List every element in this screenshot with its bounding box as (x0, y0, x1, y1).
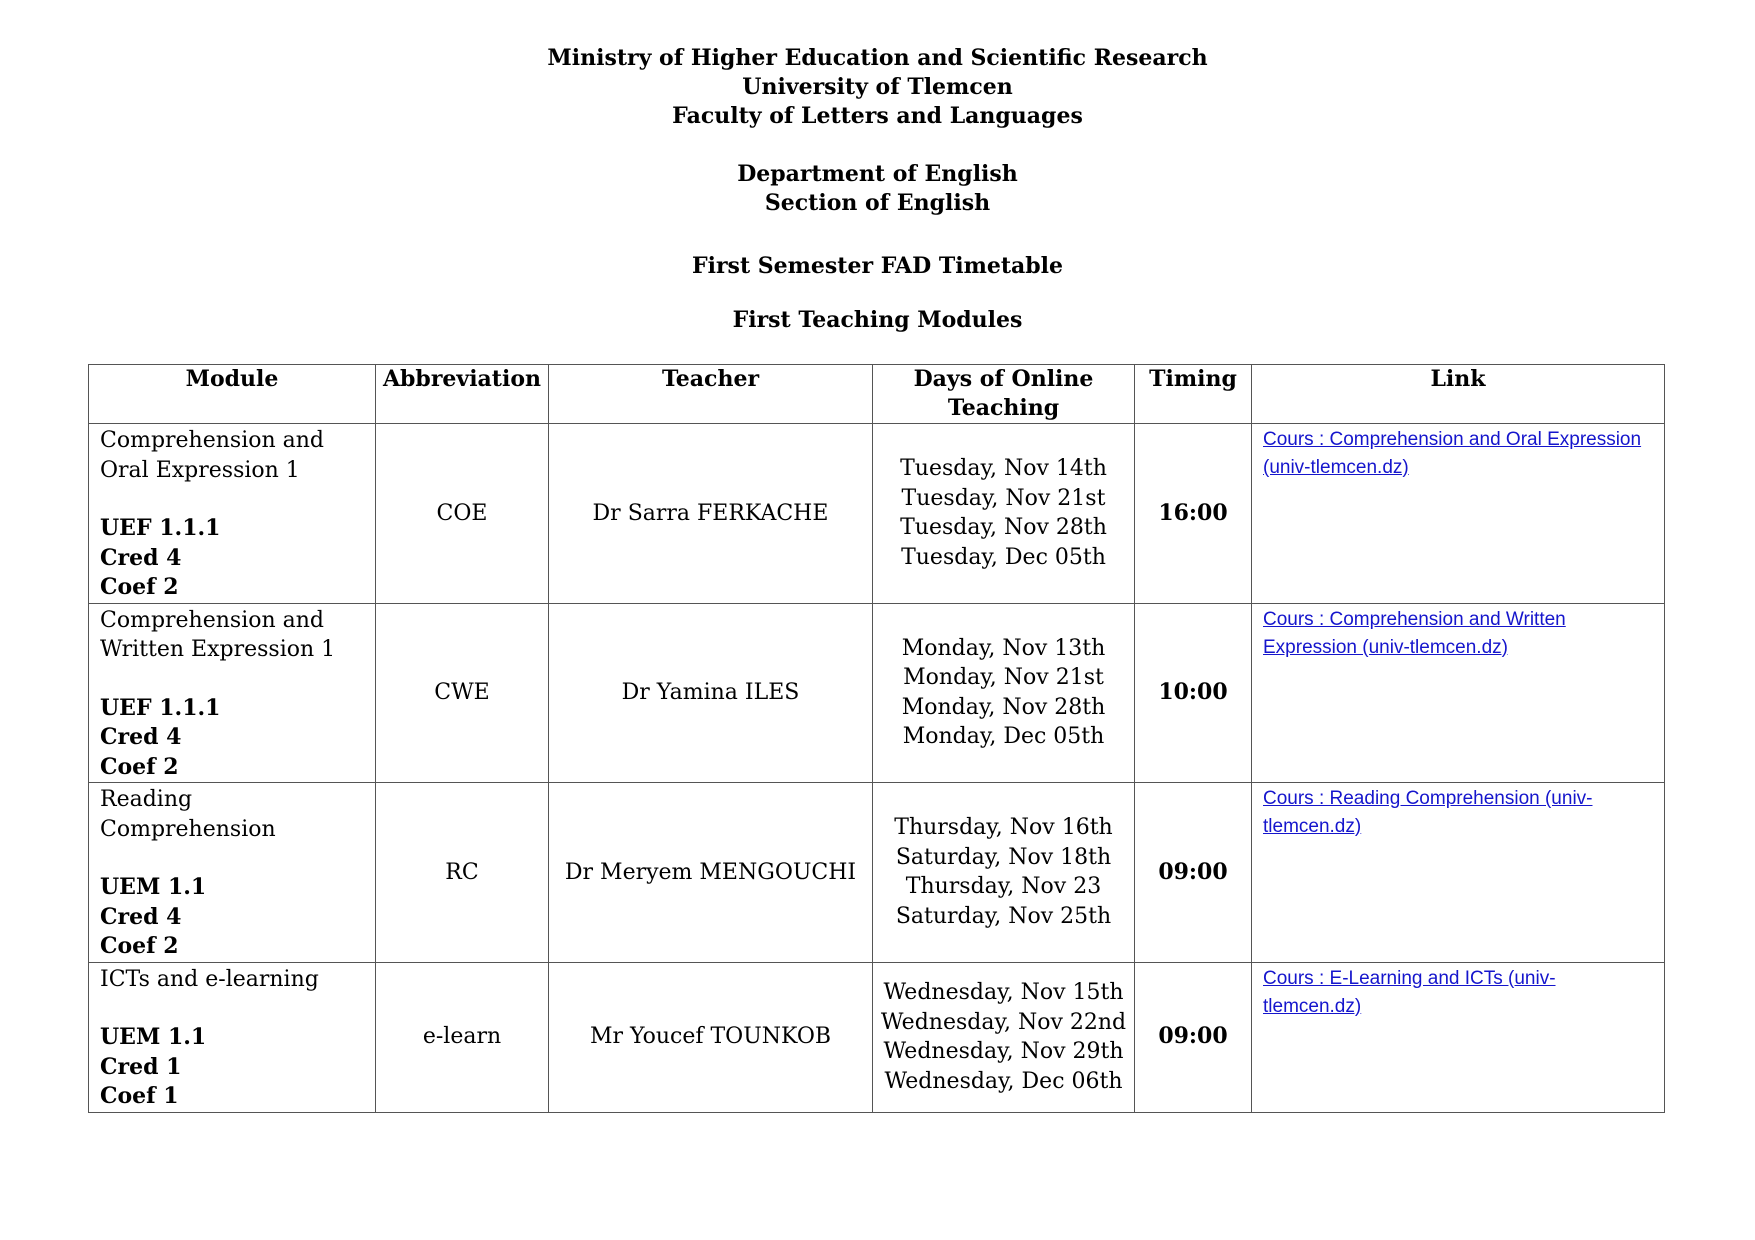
timing-cell: 10:00 (1135, 603, 1252, 783)
timetable (88, 364, 1665, 1113)
document-header (0, 44, 1755, 335)
module-cell (89, 962, 376, 1112)
abbreviation-cell: e-learn (376, 962, 549, 1112)
column-header-timing: Timing (1135, 365, 1252, 424)
timing-cell: 09:00 (1135, 962, 1252, 1112)
column-header-teacher: Teacher (549, 365, 873, 424)
module-cell (89, 424, 376, 604)
module-credits: Cred 4 (100, 724, 182, 750)
section-title: Section of English (764, 190, 991, 216)
teaching-day: Saturday, Nov 25th (895, 903, 1112, 929)
teaching-day: Monday, Nov 28th (901, 694, 1106, 720)
module-coefficient: Coef 2 (100, 753, 179, 780)
module-name: Oral Expression 1 (100, 457, 300, 483)
module-name: Reading Comprehension (100, 787, 276, 842)
teaching-day: Wednesday, Nov 29th (883, 1039, 1124, 1064)
link-cell (1252, 783, 1665, 963)
table-row (89, 962, 1665, 1112)
column-header-abbreviation: Abbreviation (376, 365, 549, 424)
teacher-cell: Dr Meryem MENGOUCHI (549, 783, 873, 963)
module-coefficient: Coef 1 (100, 1083, 179, 1109)
days-cell (873, 783, 1135, 963)
course-link[interactable]: Cours : Comprehension and Oral Expression (univ-tlemcen.dz) (1263, 429, 1642, 478)
days-cell (873, 962, 1135, 1112)
module-cell (89, 603, 376, 783)
teaching-day: Tuesday, Nov 21st (901, 485, 1106, 511)
teaching-day: Wednesday, Nov 22nd (880, 1009, 1127, 1035)
teaching-day: Saturday, Nov 18th (895, 844, 1112, 870)
ministry-title: Ministry of Higher Education and Scientific Research (547, 45, 1208, 71)
days-cell (873, 603, 1135, 783)
column-header-days: Days of Online Teaching (873, 365, 1135, 424)
module-credits: Cred 4 (100, 544, 182, 571)
module-cell (89, 783, 376, 963)
table-header-row (89, 365, 1665, 424)
link-cell (1252, 603, 1665, 783)
teaching-day: Wednesday, Dec 06th (884, 1068, 1123, 1094)
module-unit: UEF 1.1.1 (100, 515, 221, 541)
timing-cell: 09:00 (1135, 783, 1252, 963)
module-name: ICTs and e-learning (100, 966, 319, 992)
abbreviation-cell: COE (376, 424, 549, 604)
course-link[interactable]: Cours : Reading Comprehension (univ-tlemcen.dz) (1263, 788, 1593, 837)
course-link[interactable]: Cours : E-Learning and ICTs (univ-tlemcen.dz) (1263, 967, 1556, 1017)
university-title: University of Tlemcen (742, 74, 1013, 100)
faculty-title: Faculty of Letters and Languages (672, 103, 1083, 129)
teaching-day: Wednesday, Nov 15th (883, 980, 1124, 1005)
modules-title: First Teaching Modules (732, 307, 1023, 333)
table-row (89, 424, 1665, 604)
teaching-day: Monday, Dec 05th (902, 724, 1105, 750)
link-cell (1252, 424, 1665, 604)
module-name: Comprehension and (100, 428, 325, 453)
table-row (89, 603, 1665, 783)
days-cell (873, 424, 1135, 604)
teaching-day: Monday, Nov 13th (901, 635, 1106, 661)
department-title: Department of English (737, 161, 1018, 187)
module-unit: UEF 1.1.1 (100, 694, 221, 721)
column-header-module: Module (89, 365, 376, 424)
teaching-day: Thursday, Nov 16th (894, 815, 1113, 841)
teaching-day: Tuesday, Nov 28th (900, 515, 1107, 541)
teacher-cell: Dr Sarra FERKACHE (549, 424, 873, 604)
module-coefficient: Coef 2 (100, 574, 179, 600)
module-unit: UEM 1.1 (100, 874, 207, 900)
teaching-day: Monday, Nov 21st (903, 665, 1104, 691)
teaching-day: Tuesday, Dec 05th (901, 544, 1106, 570)
abbreviation-cell: CWE (376, 603, 549, 783)
course-link[interactable]: Cours : Comprehension and Written Expression (univ-tlemcen.dz) (1263, 608, 1566, 658)
module-name: Written Expression 1 (100, 637, 336, 662)
table-row (89, 783, 1665, 963)
module-unit: UEM 1.1 (100, 1024, 207, 1050)
module-credits: Cred 1 (100, 1053, 182, 1080)
module-credits: Cred 4 (100, 903, 182, 930)
timetable-title: First Semester FAD Timetable (691, 253, 1064, 279)
module-coefficient: Coef 2 (100, 933, 179, 959)
link-cell (1252, 962, 1665, 1112)
teaching-day: Thursday, Nov 23 (905, 874, 1102, 900)
module-name: Comprehension and (100, 607, 325, 633)
teacher-cell: Dr Yamina ILES (549, 603, 873, 783)
abbreviation-cell: RC (376, 783, 549, 963)
column-header-link: Link (1252, 365, 1665, 424)
timing-cell: 16:00 (1135, 424, 1252, 604)
teacher-cell: Mr Youcef TOUNKOB (549, 962, 873, 1112)
teaching-day: Tuesday, Nov 14th (900, 456, 1107, 482)
